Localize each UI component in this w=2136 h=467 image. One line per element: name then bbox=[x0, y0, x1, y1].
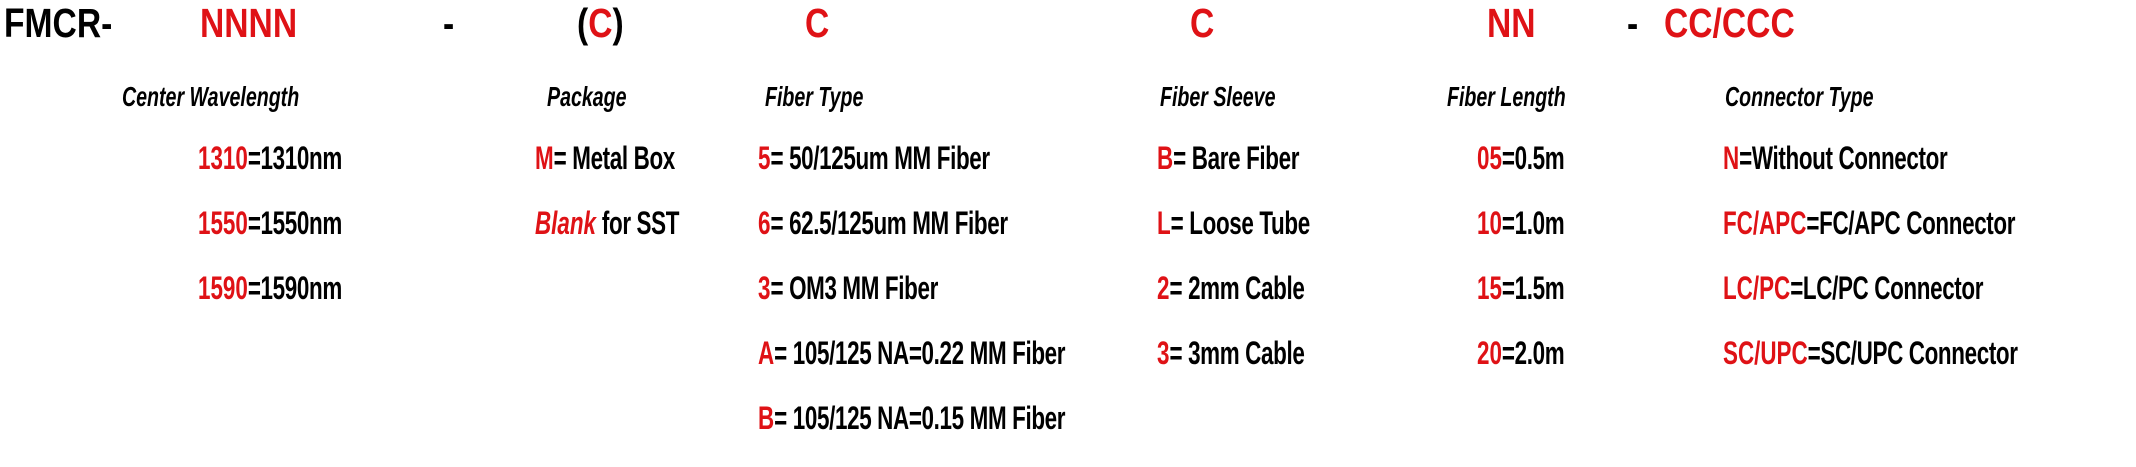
option-code: B bbox=[758, 400, 775, 436]
option-row bbox=[198, 207, 404, 239]
option-row bbox=[758, 272, 1197, 304]
option-row bbox=[758, 402, 1197, 434]
option-code: 6 bbox=[758, 205, 771, 241]
option-code: M bbox=[535, 140, 554, 176]
option-text: = 105/125 NA=0.15 MM Fiber bbox=[774, 400, 1066, 436]
option-list-fiber-sleeve bbox=[1157, 142, 1375, 402]
option-code: 10 bbox=[1477, 205, 1502, 241]
option-text: =1310nm bbox=[247, 140, 342, 176]
option-code: 1310 bbox=[198, 140, 248, 176]
fiber-sleeve-code-placeholder: C bbox=[1190, 0, 1215, 46]
connector-code-placeholder: CC/CCC bbox=[1664, 0, 1795, 46]
option-row bbox=[1477, 272, 1602, 304]
fiber-length-code-placeholder: NN bbox=[1487, 0, 1536, 46]
option-row bbox=[198, 142, 404, 174]
option-text: =SC/UPC Connector bbox=[1807, 335, 2018, 371]
separator-dash: - bbox=[443, 0, 455, 46]
option-row bbox=[758, 337, 1197, 369]
option-list-center-wavelength bbox=[198, 142, 404, 337]
option-row bbox=[1477, 207, 1602, 239]
option-code: FC/APC bbox=[1723, 205, 1807, 241]
separator-dash-2: - bbox=[1627, 0, 1639, 46]
column-title-fiber-type: Fiber Type bbox=[765, 81, 864, 112]
option-text: =LC/PC Connector bbox=[1790, 270, 1984, 306]
column-title-fiber-sleeve: Fiber Sleeve bbox=[1160, 81, 1276, 112]
column-title-package: Package bbox=[547, 81, 627, 112]
option-list-fiber-length bbox=[1477, 142, 1602, 402]
option-code: 15 bbox=[1477, 270, 1502, 306]
option-text: =2.0m bbox=[1501, 335, 1565, 371]
fiber-type-code-placeholder: C bbox=[805, 0, 830, 46]
option-text: =1.5m bbox=[1501, 270, 1565, 306]
option-text: for SST bbox=[595, 205, 680, 241]
wavelength-code-placeholder: NNNN bbox=[200, 0, 298, 46]
option-text: = Metal Box bbox=[553, 140, 675, 176]
option-row bbox=[1157, 337, 1375, 369]
option-code: 05 bbox=[1477, 140, 1502, 176]
option-code: 3 bbox=[758, 270, 771, 306]
option-code: 5 bbox=[758, 140, 771, 176]
option-text: = 62.5/125um MM Fiber bbox=[770, 205, 1008, 241]
column-title-fiber-length: Fiber Length bbox=[1447, 81, 1566, 112]
option-row bbox=[758, 207, 1197, 239]
option-row bbox=[1723, 337, 2136, 369]
option-row bbox=[1157, 272, 1375, 304]
option-text: = Loose Tube bbox=[1170, 205, 1310, 241]
option-text: = 105/125 NA=0.22 MM Fiber bbox=[774, 335, 1066, 371]
option-text: = 2mm Cable bbox=[1169, 270, 1305, 306]
option-row bbox=[198, 272, 404, 304]
option-text: = OM3 MM Fiber bbox=[770, 270, 938, 306]
option-row bbox=[1723, 207, 2136, 239]
option-text: =0.5m bbox=[1501, 140, 1565, 176]
option-text: =1590nm bbox=[247, 270, 342, 306]
option-row bbox=[1723, 142, 2136, 174]
column-title-connector-type: Connector Type bbox=[1725, 81, 1874, 112]
option-code: B bbox=[1157, 140, 1174, 176]
option-row bbox=[1723, 272, 2136, 304]
option-code: 1590 bbox=[198, 270, 248, 306]
option-code: 1550 bbox=[198, 205, 248, 241]
option-code: 2 bbox=[1157, 270, 1170, 306]
option-list-fiber-type bbox=[758, 142, 1197, 467]
option-row bbox=[1157, 207, 1375, 239]
option-row bbox=[1477, 337, 1602, 369]
option-list-package bbox=[535, 142, 741, 272]
option-text: =1.0m bbox=[1501, 205, 1565, 241]
column-title-center-wavelength: Center Wavelength bbox=[122, 81, 300, 112]
option-row bbox=[1157, 142, 1375, 174]
option-list-connector-type bbox=[1723, 142, 2136, 402]
option-code: SC/UPC bbox=[1723, 335, 1808, 371]
option-code: Blank bbox=[535, 205, 596, 241]
option-text: = 50/125um MM Fiber bbox=[770, 140, 990, 176]
option-text: = Bare Fiber bbox=[1173, 140, 1300, 176]
option-code: L bbox=[1157, 205, 1171, 241]
option-code: A bbox=[758, 335, 775, 371]
option-text: = 3mm Cable bbox=[1169, 335, 1305, 371]
option-text: =FC/APC Connector bbox=[1806, 205, 2016, 241]
option-code: 20 bbox=[1477, 335, 1502, 371]
option-row bbox=[535, 142, 741, 174]
option-code: 3 bbox=[1157, 335, 1170, 371]
option-row bbox=[758, 142, 1197, 174]
option-row bbox=[1477, 142, 1602, 174]
part-number-prefix: FMCR- bbox=[4, 0, 113, 46]
option-code: N bbox=[1723, 140, 1740, 176]
option-row bbox=[535, 207, 741, 239]
option-code: LC/PC bbox=[1723, 270, 1791, 306]
option-text: =Without Connector bbox=[1739, 140, 1948, 176]
package-code-placeholder: (C) bbox=[577, 0, 624, 46]
option-text: =1550nm bbox=[247, 205, 342, 241]
